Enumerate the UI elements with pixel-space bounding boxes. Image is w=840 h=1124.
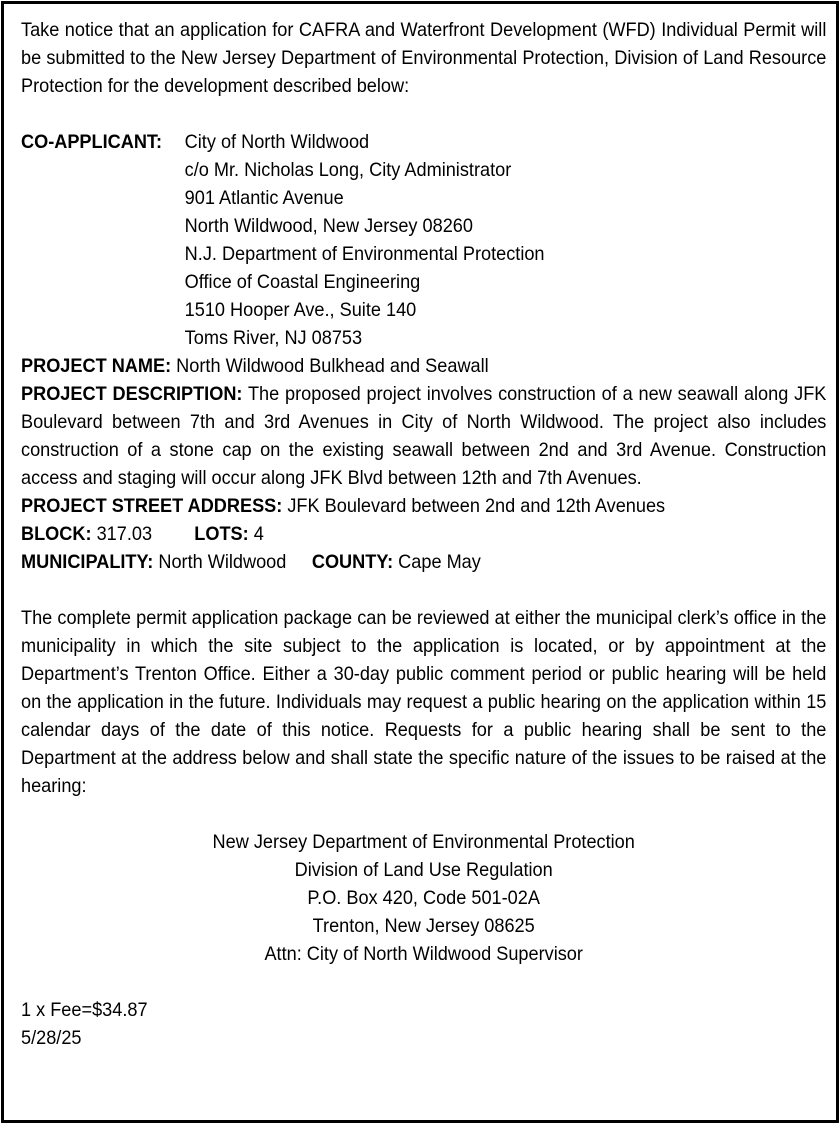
co-applicant-line: c/o Mr. Nicholas Long, City Administrator [184,159,512,181]
municipality-value: North Wildwood [158,551,287,573]
department-address-line: New Jersey Department of Environmental Protection [212,831,635,853]
lots-label: LOTS: [194,523,249,545]
municipality-label: MUNICIPALITY: [21,551,154,573]
department-address-line: P.O. Box 420, Code 501-02A [307,887,540,909]
co-applicant-line: Toms River, NJ 08753 [184,327,363,349]
co-applicant-lines [185,128,770,352]
legal-notice-box [1,1,839,1123]
co-applicant-line: City of North Wildwood [184,131,370,153]
project-street-address-value: JFK Boulevard between 2nd and 12th Avenues [287,495,666,517]
project-description-paragraph [21,380,826,492]
department-address-line: Attn: City of North Wildwood Supervisor [264,943,583,965]
municipality-county-line [21,548,770,576]
co-applicant-line: Office of Coastal Engineering [184,271,421,293]
project-street-address-label: PROJECT STREET ADDRESS: [21,495,283,517]
project-street-address-line [21,492,770,520]
co-applicant-line: North Wildwood, New Jersey 08260 [184,215,473,237]
fee-line: 1 x Fee=$34.87 [21,999,148,1021]
county-label: COUNTY: [311,551,394,573]
footer [21,996,770,1052]
co-applicant-line: N.J. Department of Environmental Protection [184,243,545,265]
intro-paragraph: Take notice that an application for CAFRA and Waterfront Development (WFD) Individual Permit will be submitted to the New Jersey Department of Environmental Protection, Division of Land Resource Protection for the development described below: [21,19,827,97]
department-address-block [21,828,826,968]
project-description-value: The proposed project involves construction of a new seawall along JFK Boulevard between 7th and 3rd Avenues in City of North Wildwood. The project also includes construction of a stone cap on the existing seawall between 2nd and 3rd Avenue. Construction access and staging will occur along JFK Blvd between 12th and 7th Avenues. [21,383,827,489]
block-lots-line [21,520,770,548]
notice-content [21,16,827,1052]
co-applicant-label: CO-APPLICANT: [21,131,163,153]
co-applicant-line: 901 Atlantic Avenue [184,187,344,209]
body-paragraph: The complete permit application package can be reviewed at either the municipal clerk’s office in the municipality in which the site subject to the application is located, or by appointment at the Department’s Trenton Office. Either a 30-day public comment period or public hearing will be held on the application in the future. Individuals may request a public hearing on the application within 15 calendar days of the date of this notice. Requests for a public hearing shall be sent to the Department at the address below and shall state the specific nature of the issues to be raised at the hearing: [21,607,827,797]
department-address-line: Division of Land Use Regulation [294,859,553,881]
county-value: Cape May [398,551,481,573]
block-label: BLOCK: [21,523,92,545]
department-address-line: Trenton, New Jersey 08625 [312,915,535,937]
co-applicant-block [21,128,770,352]
project-name-line [21,352,770,380]
block-value: 317.03 [96,523,153,545]
project-description-label: PROJECT DESCRIPTION: [21,383,243,405]
project-name-label: PROJECT NAME: [21,355,172,377]
co-applicant-line: 1510 Hooper Ave., Suite 140 [184,299,417,321]
lots-value: 4 [253,523,264,545]
date-line: 5/28/25 [21,1027,82,1049]
project-name-value: North Wildwood Bulkhead and Seawall [176,355,489,377]
